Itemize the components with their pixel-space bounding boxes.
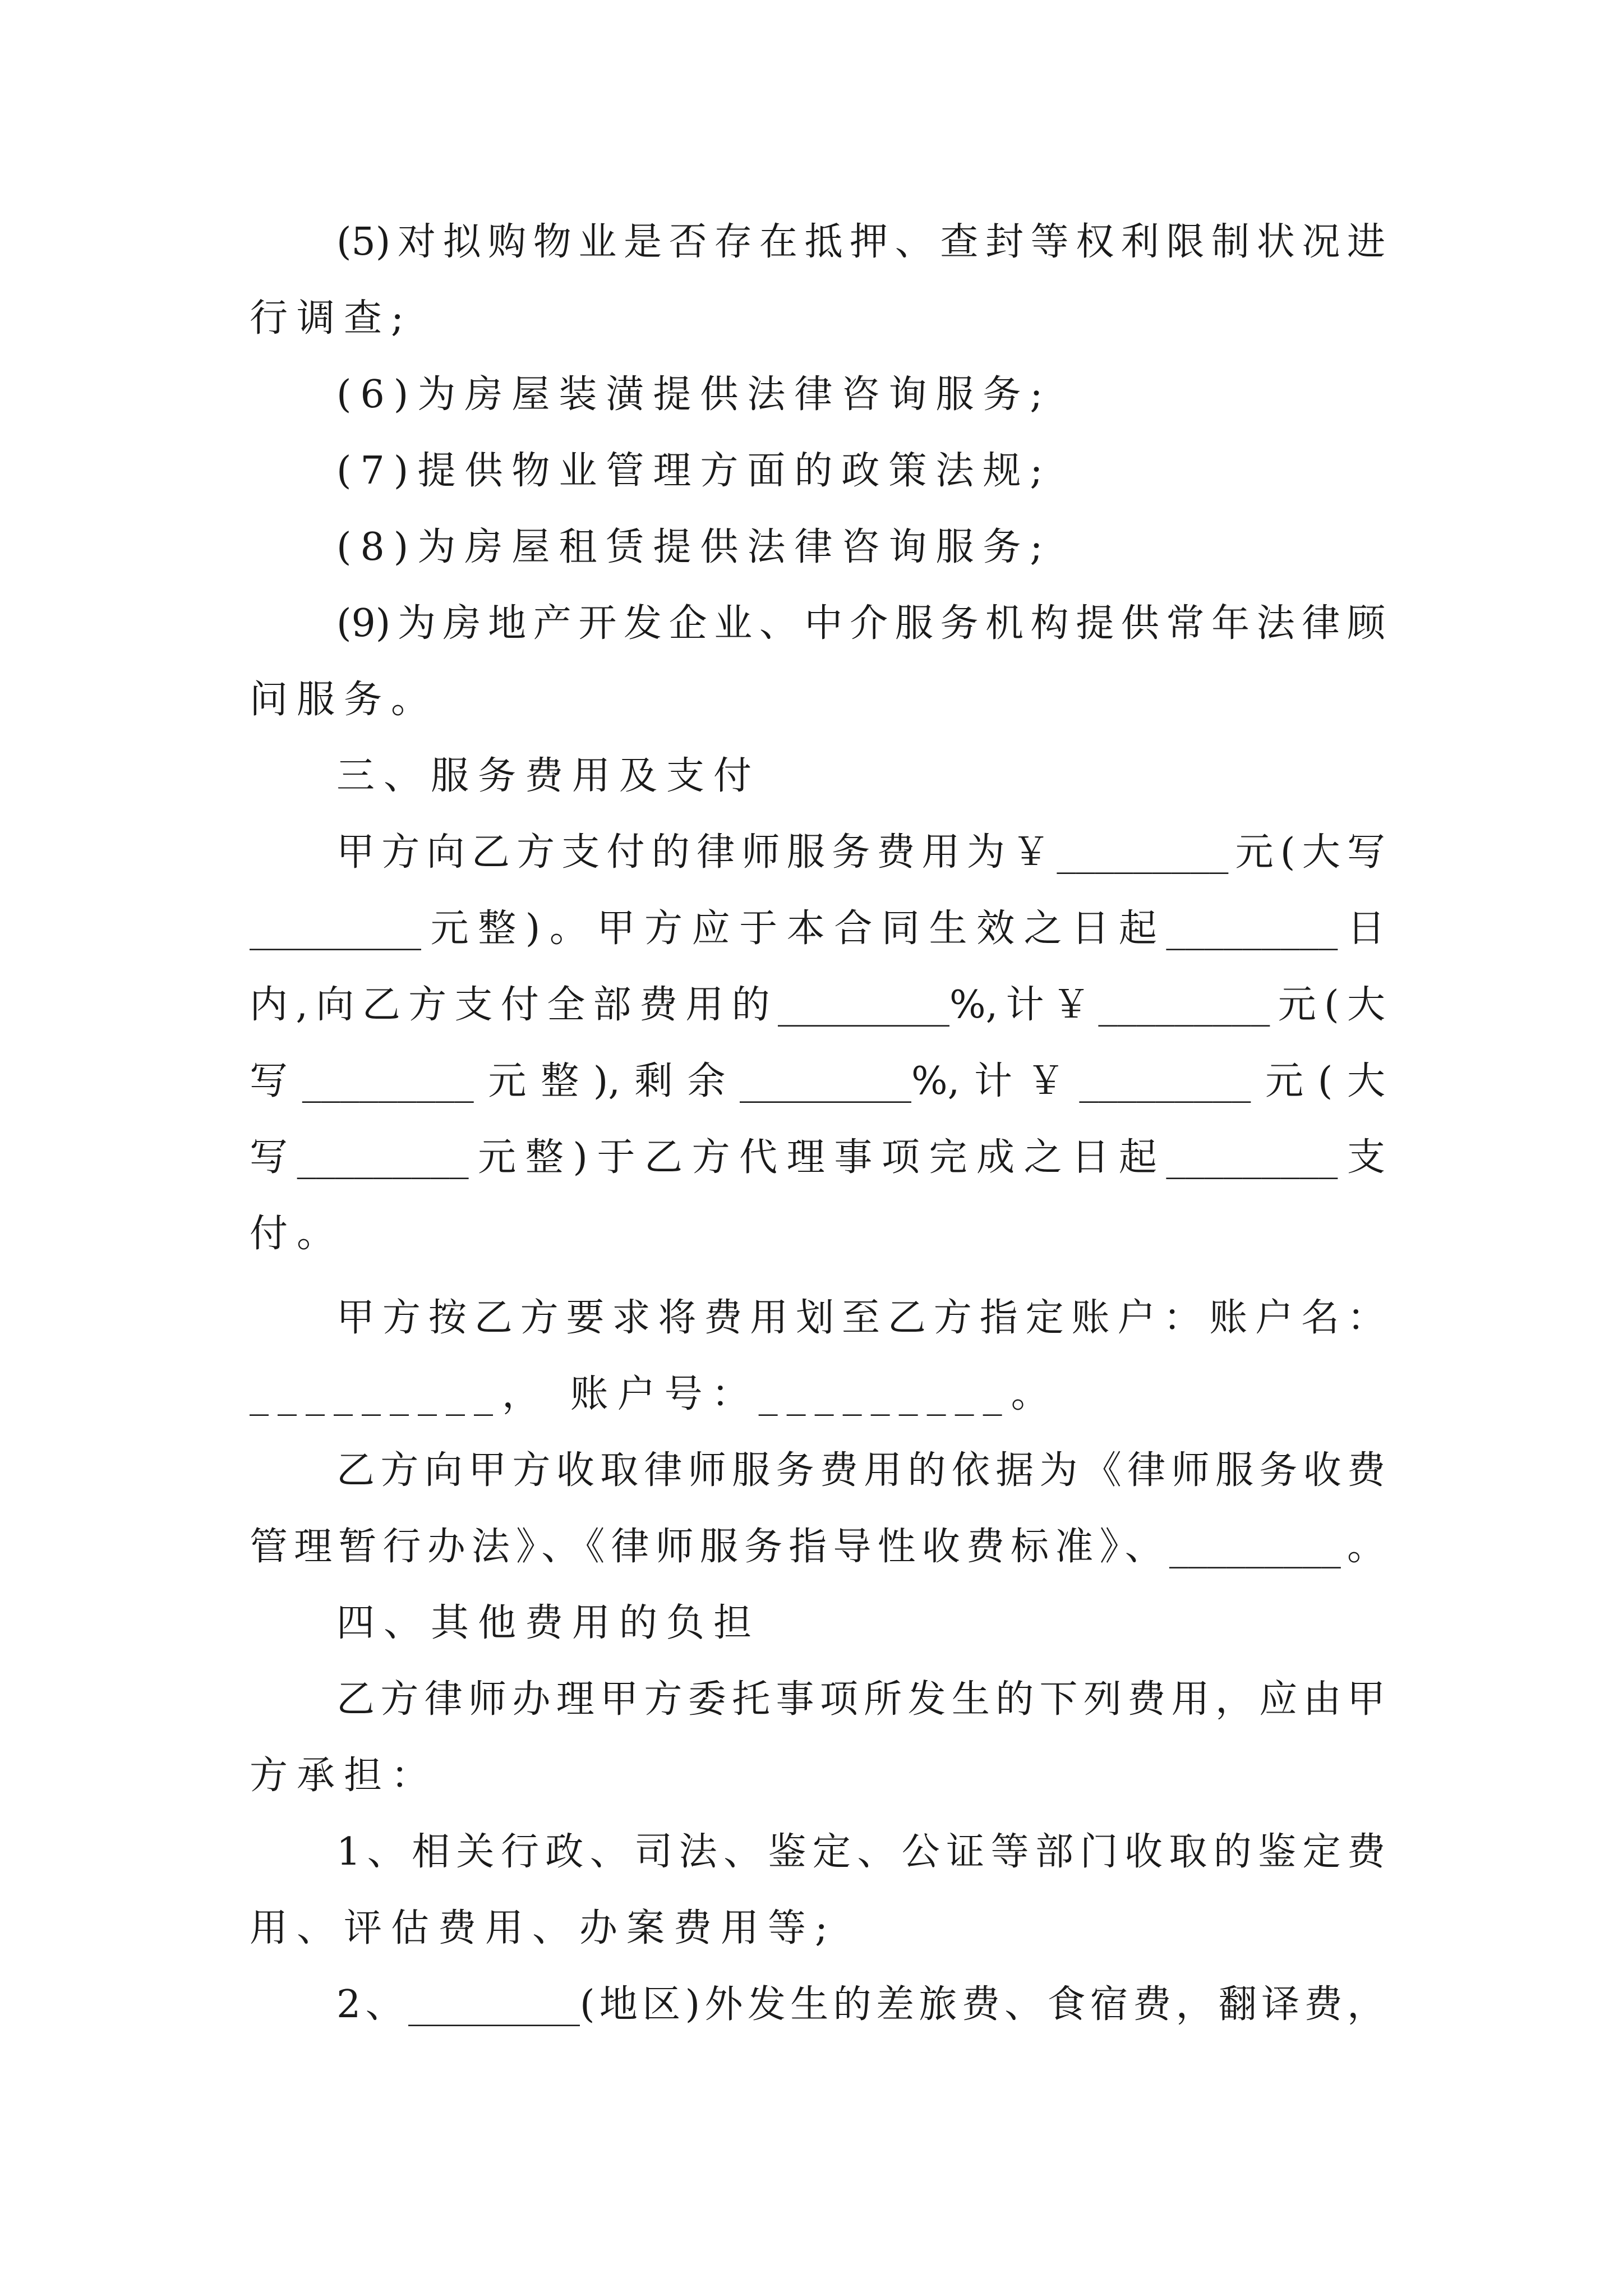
clause-8: (8)为房屋租赁提供法律咨询服务; bbox=[336, 525, 1052, 569]
clause-9-line-2: 问服务。 bbox=[250, 678, 439, 722]
account-paragraph-line-2: _________， 账户号：_________。 bbox=[250, 1372, 1058, 1416]
basis-paragraph-line-1: 乙方向甲方收取律师服务费用的依据为《律师服务收费 bbox=[336, 1448, 1385, 1493]
section-4-heading: 四、其他费用的负担 bbox=[336, 1601, 761, 1645]
fee-paragraph-line-1: 甲方向乙方支付的律师服务费用为￥_________元(大写 bbox=[336, 830, 1385, 875]
fee-paragraph-line-6: 付。 bbox=[250, 1212, 344, 1256]
other-fees-paragraph-line-1: 乙方律师办理甲方委托事项所发生的下列费用，应由甲 bbox=[336, 1677, 1385, 1722]
item-1-line-1: 1、相关行政、司法、鉴定、公证等部门收取的鉴定费 bbox=[336, 1830, 1385, 1874]
section-3-heading: 三、服务费用及支付 bbox=[336, 754, 761, 798]
fee-paragraph-line-4: 写_________元整),剩余_________%,计￥_________元(大 bbox=[250, 1059, 1385, 1103]
clause-9-line-1: (9)为房地产开发企业、中介服务机构提供常年法律顾 bbox=[336, 601, 1385, 646]
clause-7: (7)提供物业管理方面的政策法规; bbox=[336, 449, 1052, 493]
fee-paragraph-line-3: 内,向乙方支付全部费用的_________%,计￥_________元(大 bbox=[250, 983, 1385, 1027]
item-2-line-1: 2、_________(地区)外发生的差旅费、食宿费，翻译费， bbox=[336, 1982, 1385, 2027]
item-1-line-2: 用、评估费用、办案费用等; bbox=[250, 1906, 837, 1950]
clause-5-line-1: (5)对拟购物业是否存在抵押、查封等权利限制状况进 bbox=[336, 220, 1385, 264]
fee-paragraph-line-5: 写_________元整)于乙方代理事项完成之日起_________支 bbox=[250, 1135, 1385, 1180]
clause-5-line-2: 行调查; bbox=[250, 296, 413, 341]
fee-paragraph-line-2: _________元整)。甲方应于本合同生效之日起_________日 bbox=[250, 907, 1385, 951]
basis-paragraph-line-2: 管理暂行办法》、《律师服务指导性收费标准》、_________。 bbox=[250, 1525, 1385, 1569]
account-paragraph-line-1: 甲方按乙方要求将费用划至乙方指定账户：账户名： bbox=[336, 1296, 1385, 1340]
clause-6: (6)为房屋装潢提供法律咨询服务; bbox=[336, 372, 1052, 417]
other-fees-paragraph-line-2: 方承担： bbox=[250, 1754, 439, 1798]
